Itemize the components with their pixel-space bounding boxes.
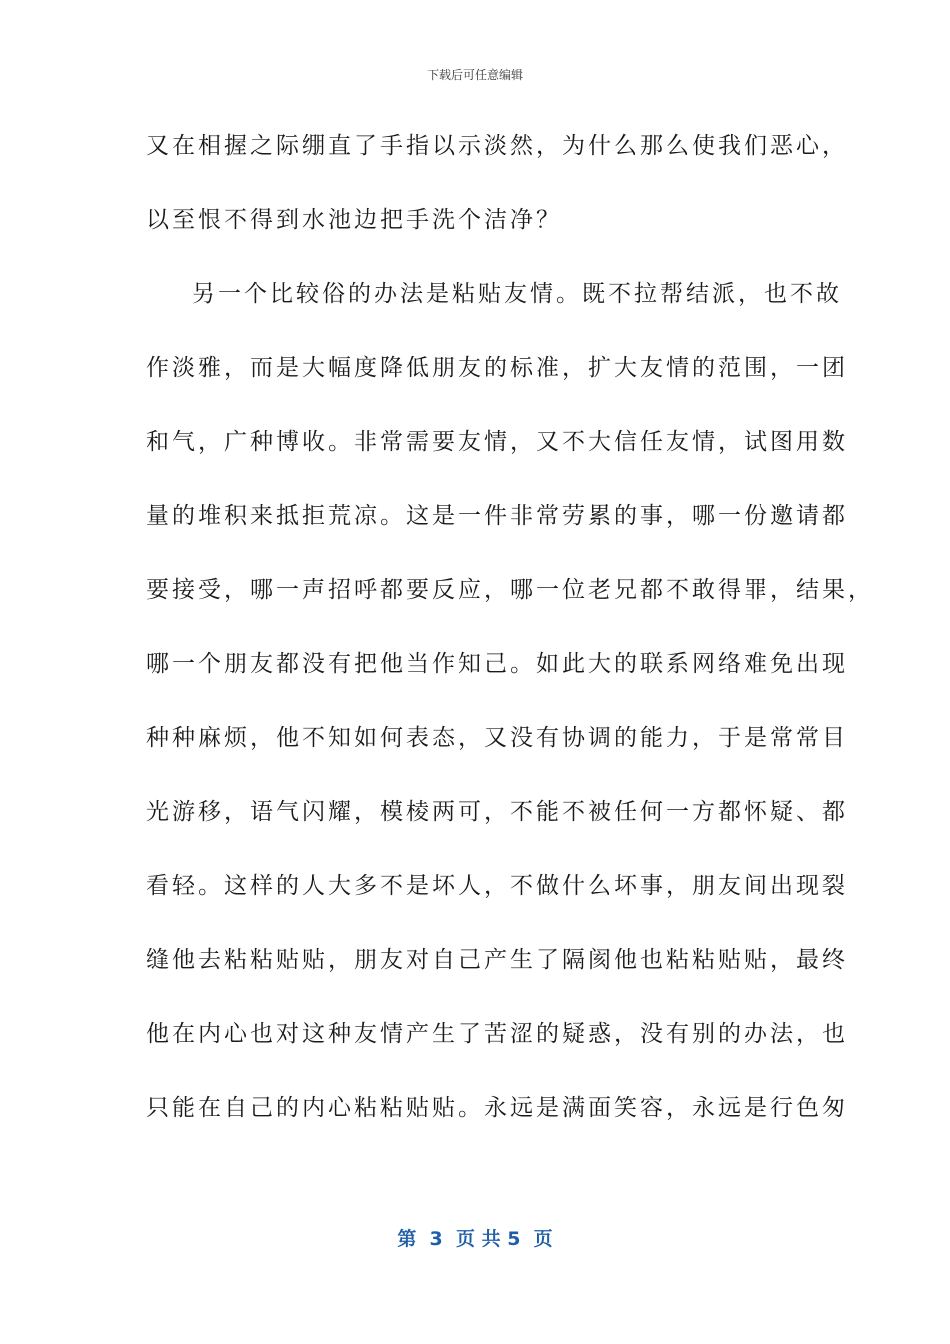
text-line: 光游移，语气闪耀，模棱两可，不能不被任何一方都怀疑、都 (146, 799, 848, 825)
page-number-footer: 第 3 页 共 5 页 (397, 1228, 553, 1250)
text-line: 只能在自己的内心粘粘贴贴。永远是满面笑容，永远是行色匆 (146, 1095, 848, 1121)
page-header: 下载后可任意编辑 (426, 68, 523, 82)
text-line: 缝他去粘粘贴贴，朋友对自己产生了隔阂他也粘粘贴贴，最终 (146, 947, 848, 973)
text-line: 另一个比较俗的办法是粘贴友情。既不拉帮结派，也不故 (192, 281, 842, 307)
text-line: 量的堆积来抵拒荒凉。这是一件非常劳累的事，哪一份邀请都 (146, 503, 848, 529)
text-line: 要接受，哪一声招呼都要反应，哪一位老兄都不敢得罪，结果， (146, 577, 874, 603)
document-body (146, 126, 874, 1162)
text-line: 以至恨不得到水池边把手洗个洁净？ (146, 207, 562, 233)
text-line: 种种麻烦，他不知如何表态，又没有协调的能力，于是常常目 (146, 725, 848, 751)
text-line: 看轻。这样的人大多不是坏人，不做什么坏事，朋友间出现裂 (146, 873, 848, 899)
text-line: 哪一个朋友都没有把他当作知己。如此大的联系网络难免出现 (146, 651, 848, 677)
text-line: 作淡雅，而是大幅度降低朋友的标准，扩大友情的范围，一团 (146, 355, 848, 381)
text-line: 和气，广种博收。非常需要友情，又不大信任友情，试图用数 (146, 429, 848, 455)
text-line: 他在内心也对这种友情产生了苦涩的疑惑，没有别的办法，也 (146, 1021, 848, 1047)
text-line: 又在相握之际绷直了手指以示淡然，为什么那么使我们恶心， (146, 133, 848, 159)
